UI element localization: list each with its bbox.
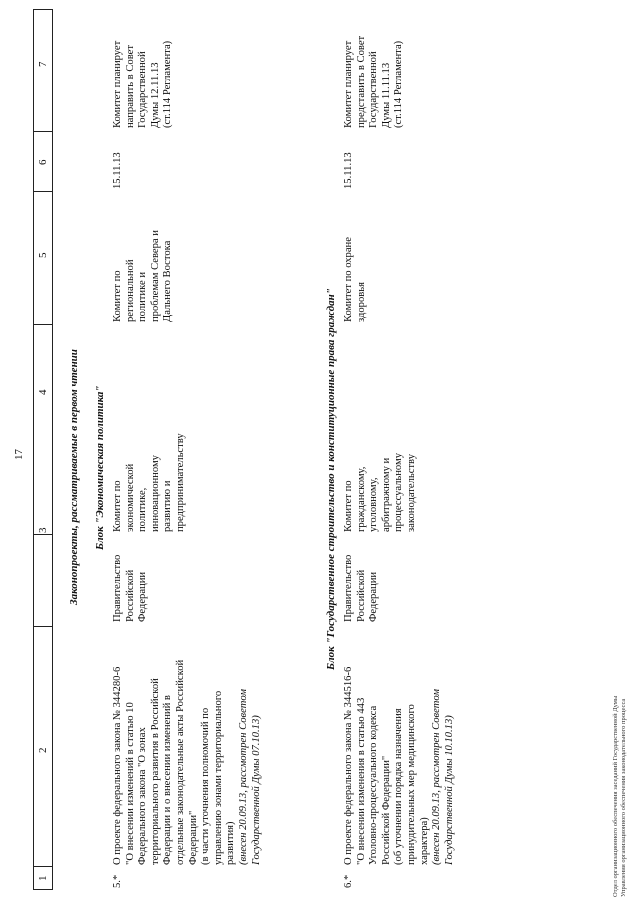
col-num-3: 3	[37, 527, 49, 533]
col-num-6: 6	[37, 159, 49, 165]
responsible-committee: Комитет по экономической политике, инновационному развитию и предпринимательству	[112, 433, 186, 532]
col-num-2: 2	[37, 747, 49, 753]
col-num-4: 4	[37, 389, 49, 395]
review-date: 15.11.13	[343, 152, 354, 189]
bill-author: Правительство Российской Федерации	[343, 554, 380, 622]
footer-department: Отдел организационного обеспечения заседаний Государственной Думы Управления организационного обеспечения законодательного процесса	[612, 695, 627, 897]
bill-submission-note: (внесен 20.09.13, рассмотрен Советом Государственной Думы 10.10.13)	[431, 689, 455, 865]
block-title-state-building: Блок "Государственное строительство и конституционные права граждан"	[325, 288, 337, 670]
block-title-economic: Блок "Экономическая политика"	[94, 385, 106, 550]
co-executor-committee: Комитет по охране здоровья	[343, 237, 367, 322]
review-date: 15.11.13	[112, 152, 123, 189]
bill-author: Правительство Российской Федерации	[112, 554, 149, 622]
col-num-7: 7	[37, 61, 49, 67]
row-number: 5.*	[112, 874, 123, 888]
section-heading: Законопроекты, рассматриваемые в первом чтении	[68, 349, 80, 605]
bill-title: О проекте федерального закона № 344280-6 "О внесении изменений в статью 10 Федерального закона "О зонах территориального развития в Российской Федерации и о внесении изменений в отдельные законодательные акты Российской Федерации" (в части уточнения полномочий по управлению зонами территориального развития)	[112, 659, 237, 865]
page-number: 17	[13, 449, 25, 460]
responsible-committee: Комитет по гражданскому, уголовному, арбитражному и процессуальному законодательству	[343, 453, 417, 532]
row-note: Комитет планирует направить в Совет Государственной Думы 12.11.13 (ст.114 Регламента)	[112, 40, 174, 128]
bill-title: О проекте федерального закона № 344516-6 "О внесении изменения в статью 443 Уголовно-процессуального кодекса Российской Федерации" (об уточнении порядка назначения принудительных мер медицинского характера)	[343, 666, 430, 865]
col-num-5: 5	[37, 252, 49, 258]
col-num-1: 1	[37, 875, 49, 881]
row-note: Комитет планирует представить в Совет Государственной Думы 11.11.13 (ст.114 Регламента)	[343, 35, 405, 128]
row-number: 6.*	[343, 874, 354, 888]
bill-submission-note: (внесен 20.09.13, рассмотрен Советом Государственной Думы 07.10.13)	[238, 689, 262, 865]
co-executor-committee: Комитет по региональной политике и проблемам Севера и Дальнего Востока	[112, 230, 174, 322]
